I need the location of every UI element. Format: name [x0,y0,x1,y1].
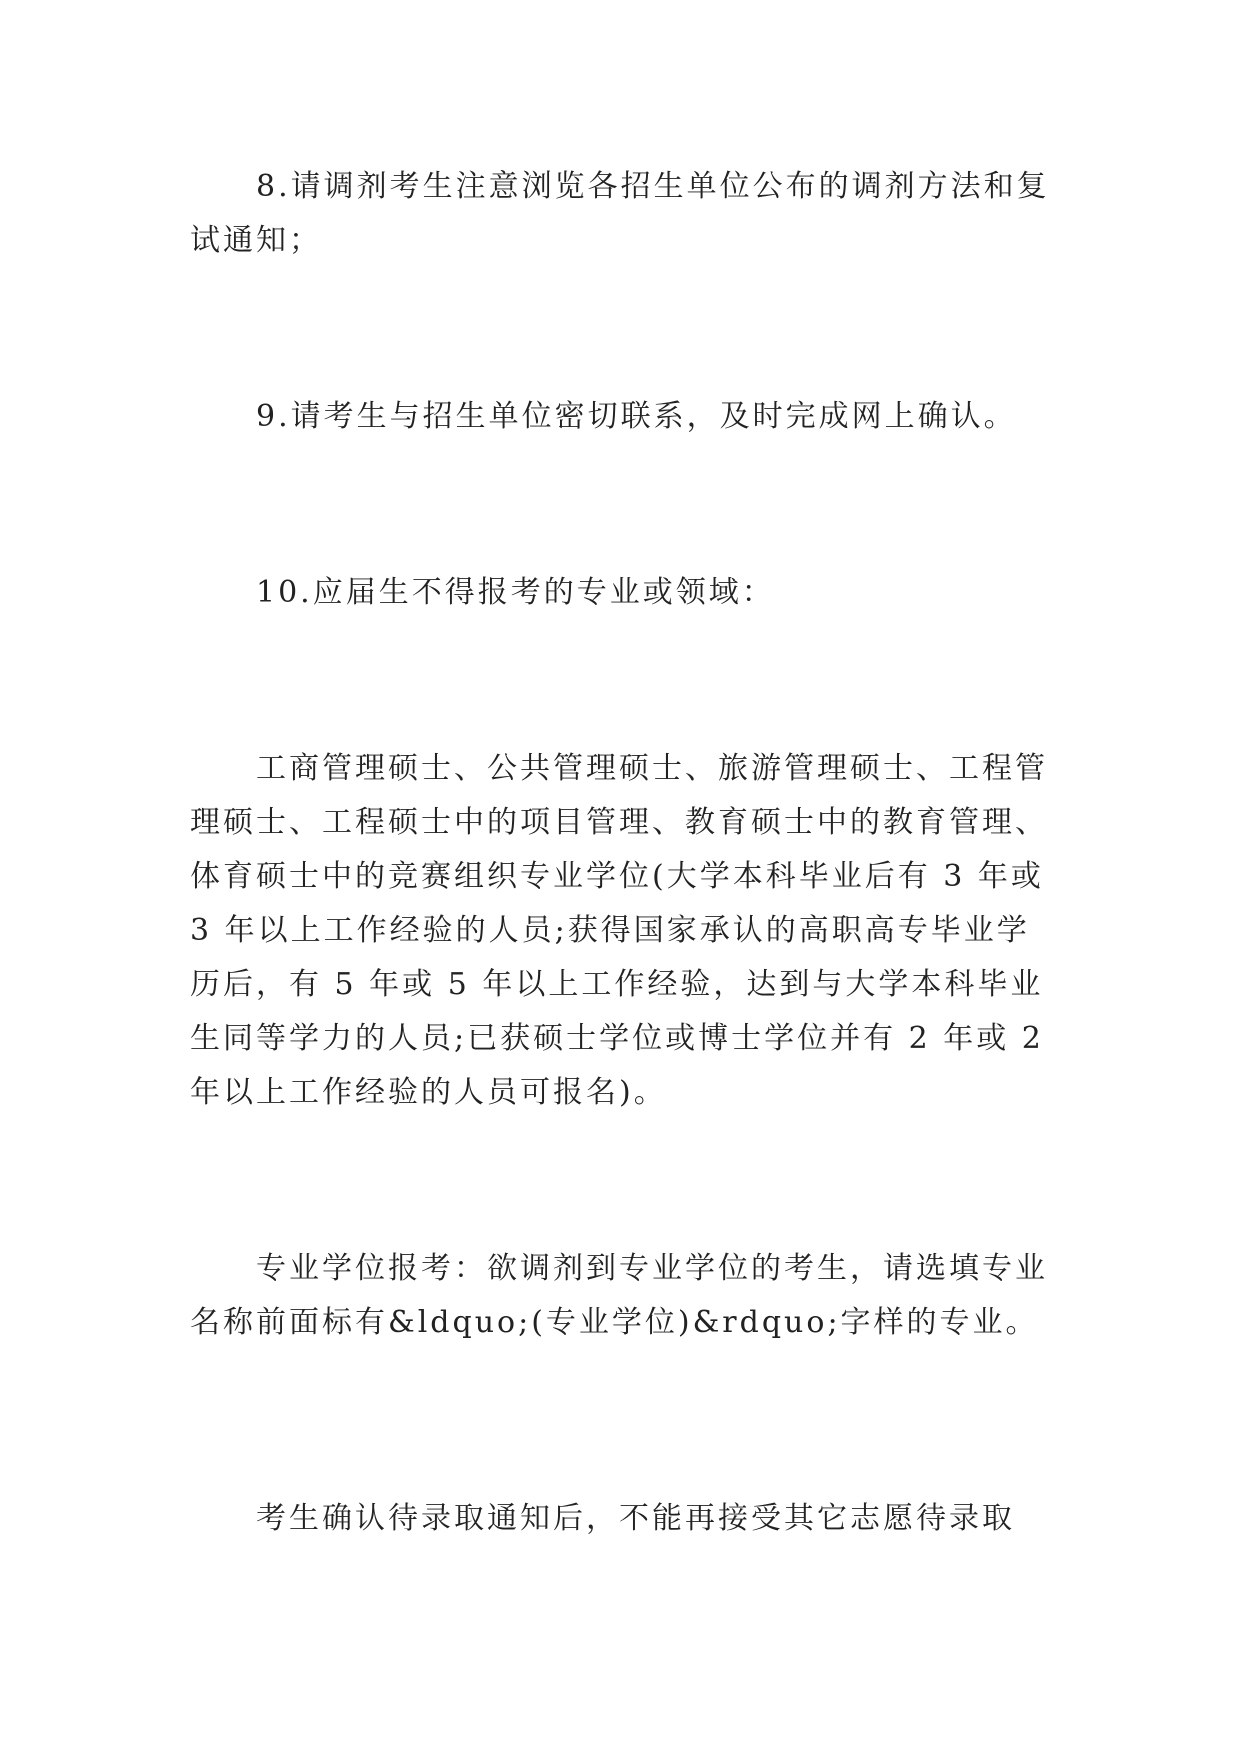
paragraph-item-10: 10.应届生不得报考的专业或领域： [256,575,775,610]
paragraph-admission-confirmation: 考生确认待录取通知后，不能再接受其它志愿待录取 [256,1501,1015,1536]
paragraph-item-9: 9.请考生与招生单位密切联系，及时完成网上确认。 [256,399,1017,434]
paragraph-item-8: 8.请调剂考生注意浏览各招生单位公布的调剂方法和复试通知； [190,169,1050,258]
paragraph-professional-degree: 专业学位报考：欲调剂到专业学位的考生，请选填专业名称前面标有&ldquo;(专业学位)&rdquo;字样的专业。 [190,1251,1048,1340]
paragraph-restricted-majors: 工商管理硕士、公共管理硕士、旅游管理硕士、工程管理硕士、工程硕士中的项目管理、教育硕士中的教育管理、体育硕士中的竞赛组织专业学位(大学本科毕业后有 3 年或 3 年以上工作经验的人员;获得国家承认的高职高专毕业学历后，有 5 年或 5 年以上工作经验，达到与大学本科毕业生同等学力的人员;已获硕士学位或博士学位并有 2 年或 2 年以上工作经验的人员可报名)。 [190,751,1048,1110]
